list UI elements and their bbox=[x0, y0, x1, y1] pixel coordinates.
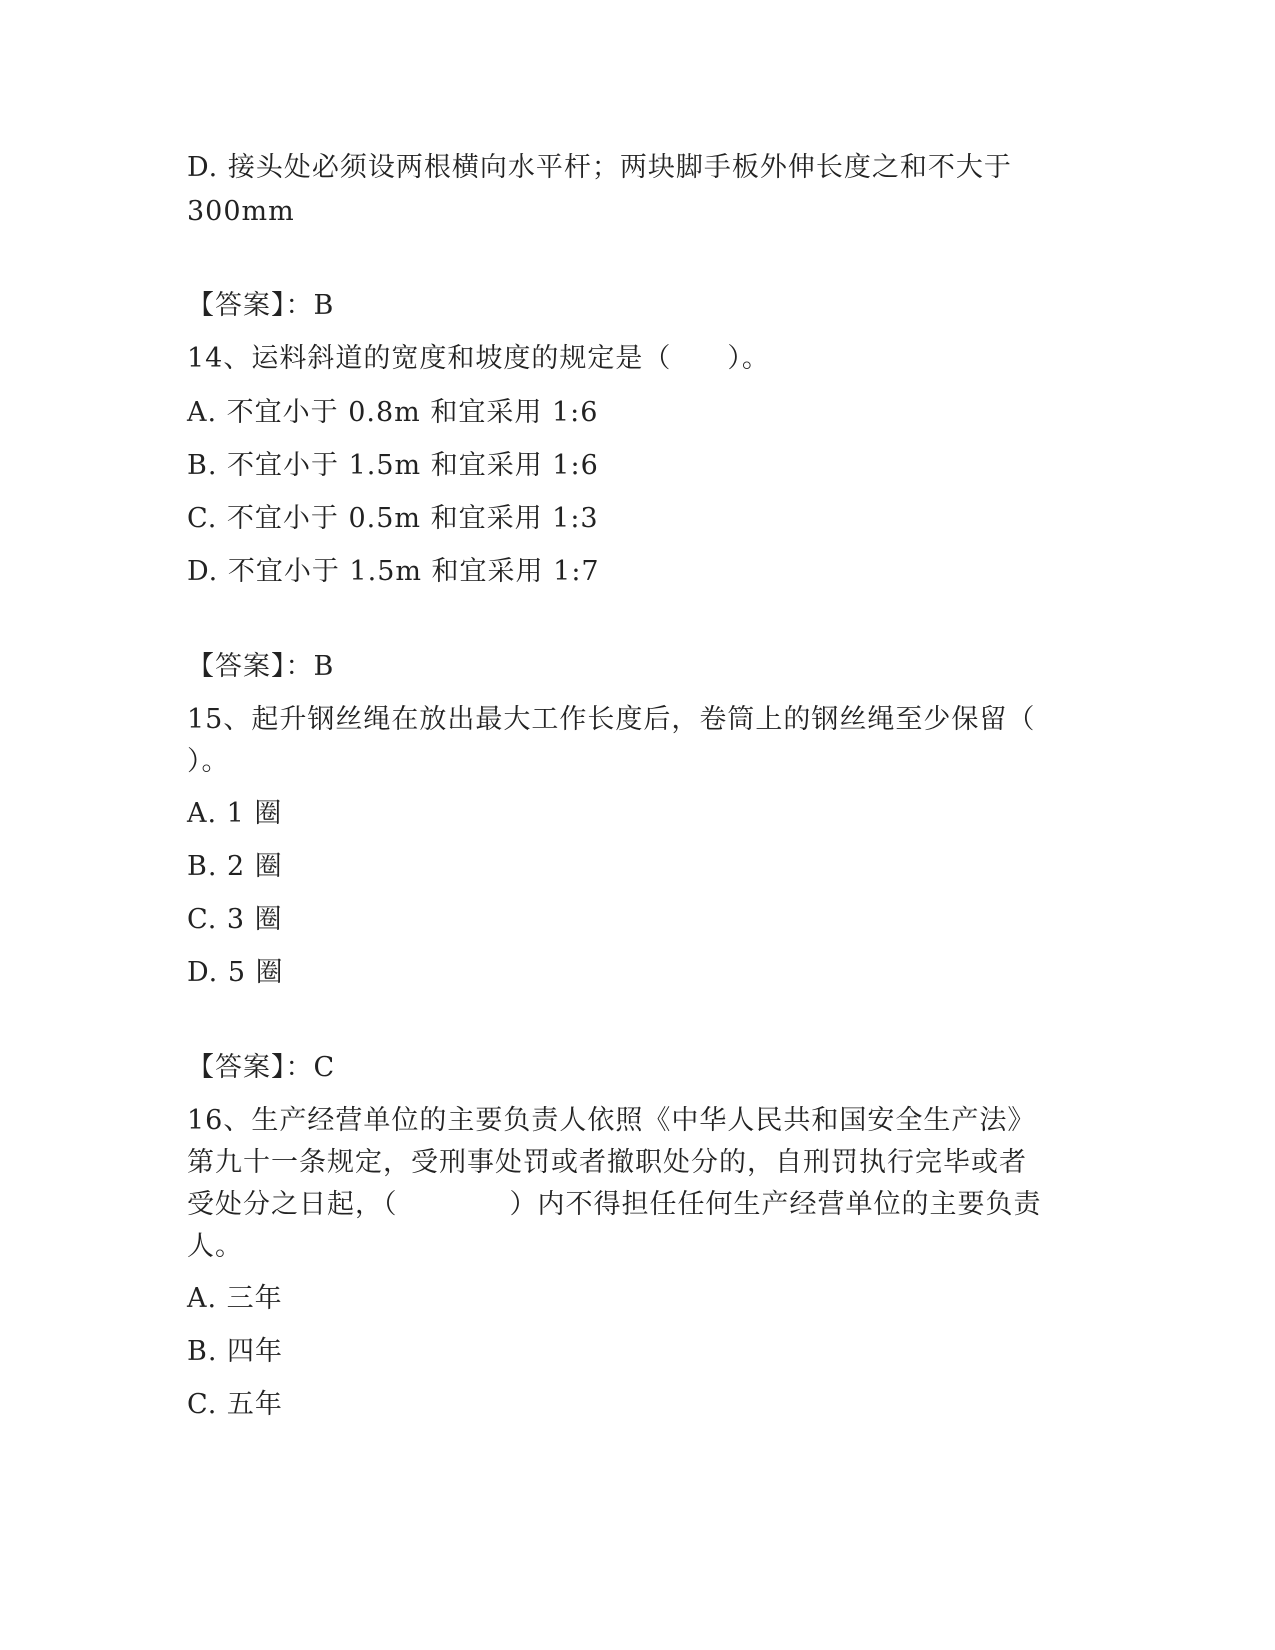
q16-question-line1: 16、生产经营单位的主要负责人依照《中华人民共和国安全生产法》 bbox=[187, 1105, 1036, 1136]
q14-question: 14、运料斜道的宽度和坡度的规定是（ ）。 bbox=[187, 343, 770, 374]
q16-option-c: C. 五年 bbox=[187, 1389, 283, 1420]
q13-option-d-line2: 300mm bbox=[187, 196, 295, 227]
q14-option-c: C. 不宜小于 0.5m 和宜采用 1:3 bbox=[187, 503, 599, 534]
q16-option-a: A. 三年 bbox=[187, 1283, 283, 1314]
q13-option-d-line1: D. 接头处必须设两根横向水平杆；两块脚手板外伸长度之和不大于 bbox=[187, 152, 1012, 183]
q16-question-line4: 人。 bbox=[187, 1231, 243, 1262]
q15-question-line1: 15、起升钢丝绳在放出最大工作长度后，卷筒上的钢丝绳至少保留（ bbox=[187, 704, 1036, 735]
q13-answer: 【答案】：B bbox=[187, 290, 335, 321]
q14-answer: 【答案】：B bbox=[187, 651, 335, 682]
q14-option-b: B. 不宜小于 1.5m 和宜采用 1:6 bbox=[187, 450, 599, 481]
q14-option-d: D. 不宜小于 1.5m 和宜采用 1:7 bbox=[187, 556, 600, 587]
q15-option-b: B. 2 圈 bbox=[187, 851, 283, 882]
q15-option-c: C. 3 圈 bbox=[187, 904, 283, 935]
q14-option-a: A. 不宜小于 0.8m 和宜采用 1:6 bbox=[187, 397, 599, 428]
q15-question-line2: ）。 bbox=[187, 746, 230, 777]
q16-question-line3: 受处分之日起，（ ）内不得担任任何生产经营单位的主要负责 bbox=[187, 1189, 1042, 1220]
q16-question-line2: 第九十一条规定，受刑事处罚或者撤职处分的，自刑罚执行完毕或者 bbox=[187, 1147, 1027, 1178]
q15-option-d: D. 5 圈 bbox=[187, 957, 284, 988]
q15-option-a: A. 1 圈 bbox=[187, 798, 283, 829]
q15-answer: 【答案】：C bbox=[187, 1052, 336, 1083]
q16-option-b: B. 四年 bbox=[187, 1336, 284, 1367]
